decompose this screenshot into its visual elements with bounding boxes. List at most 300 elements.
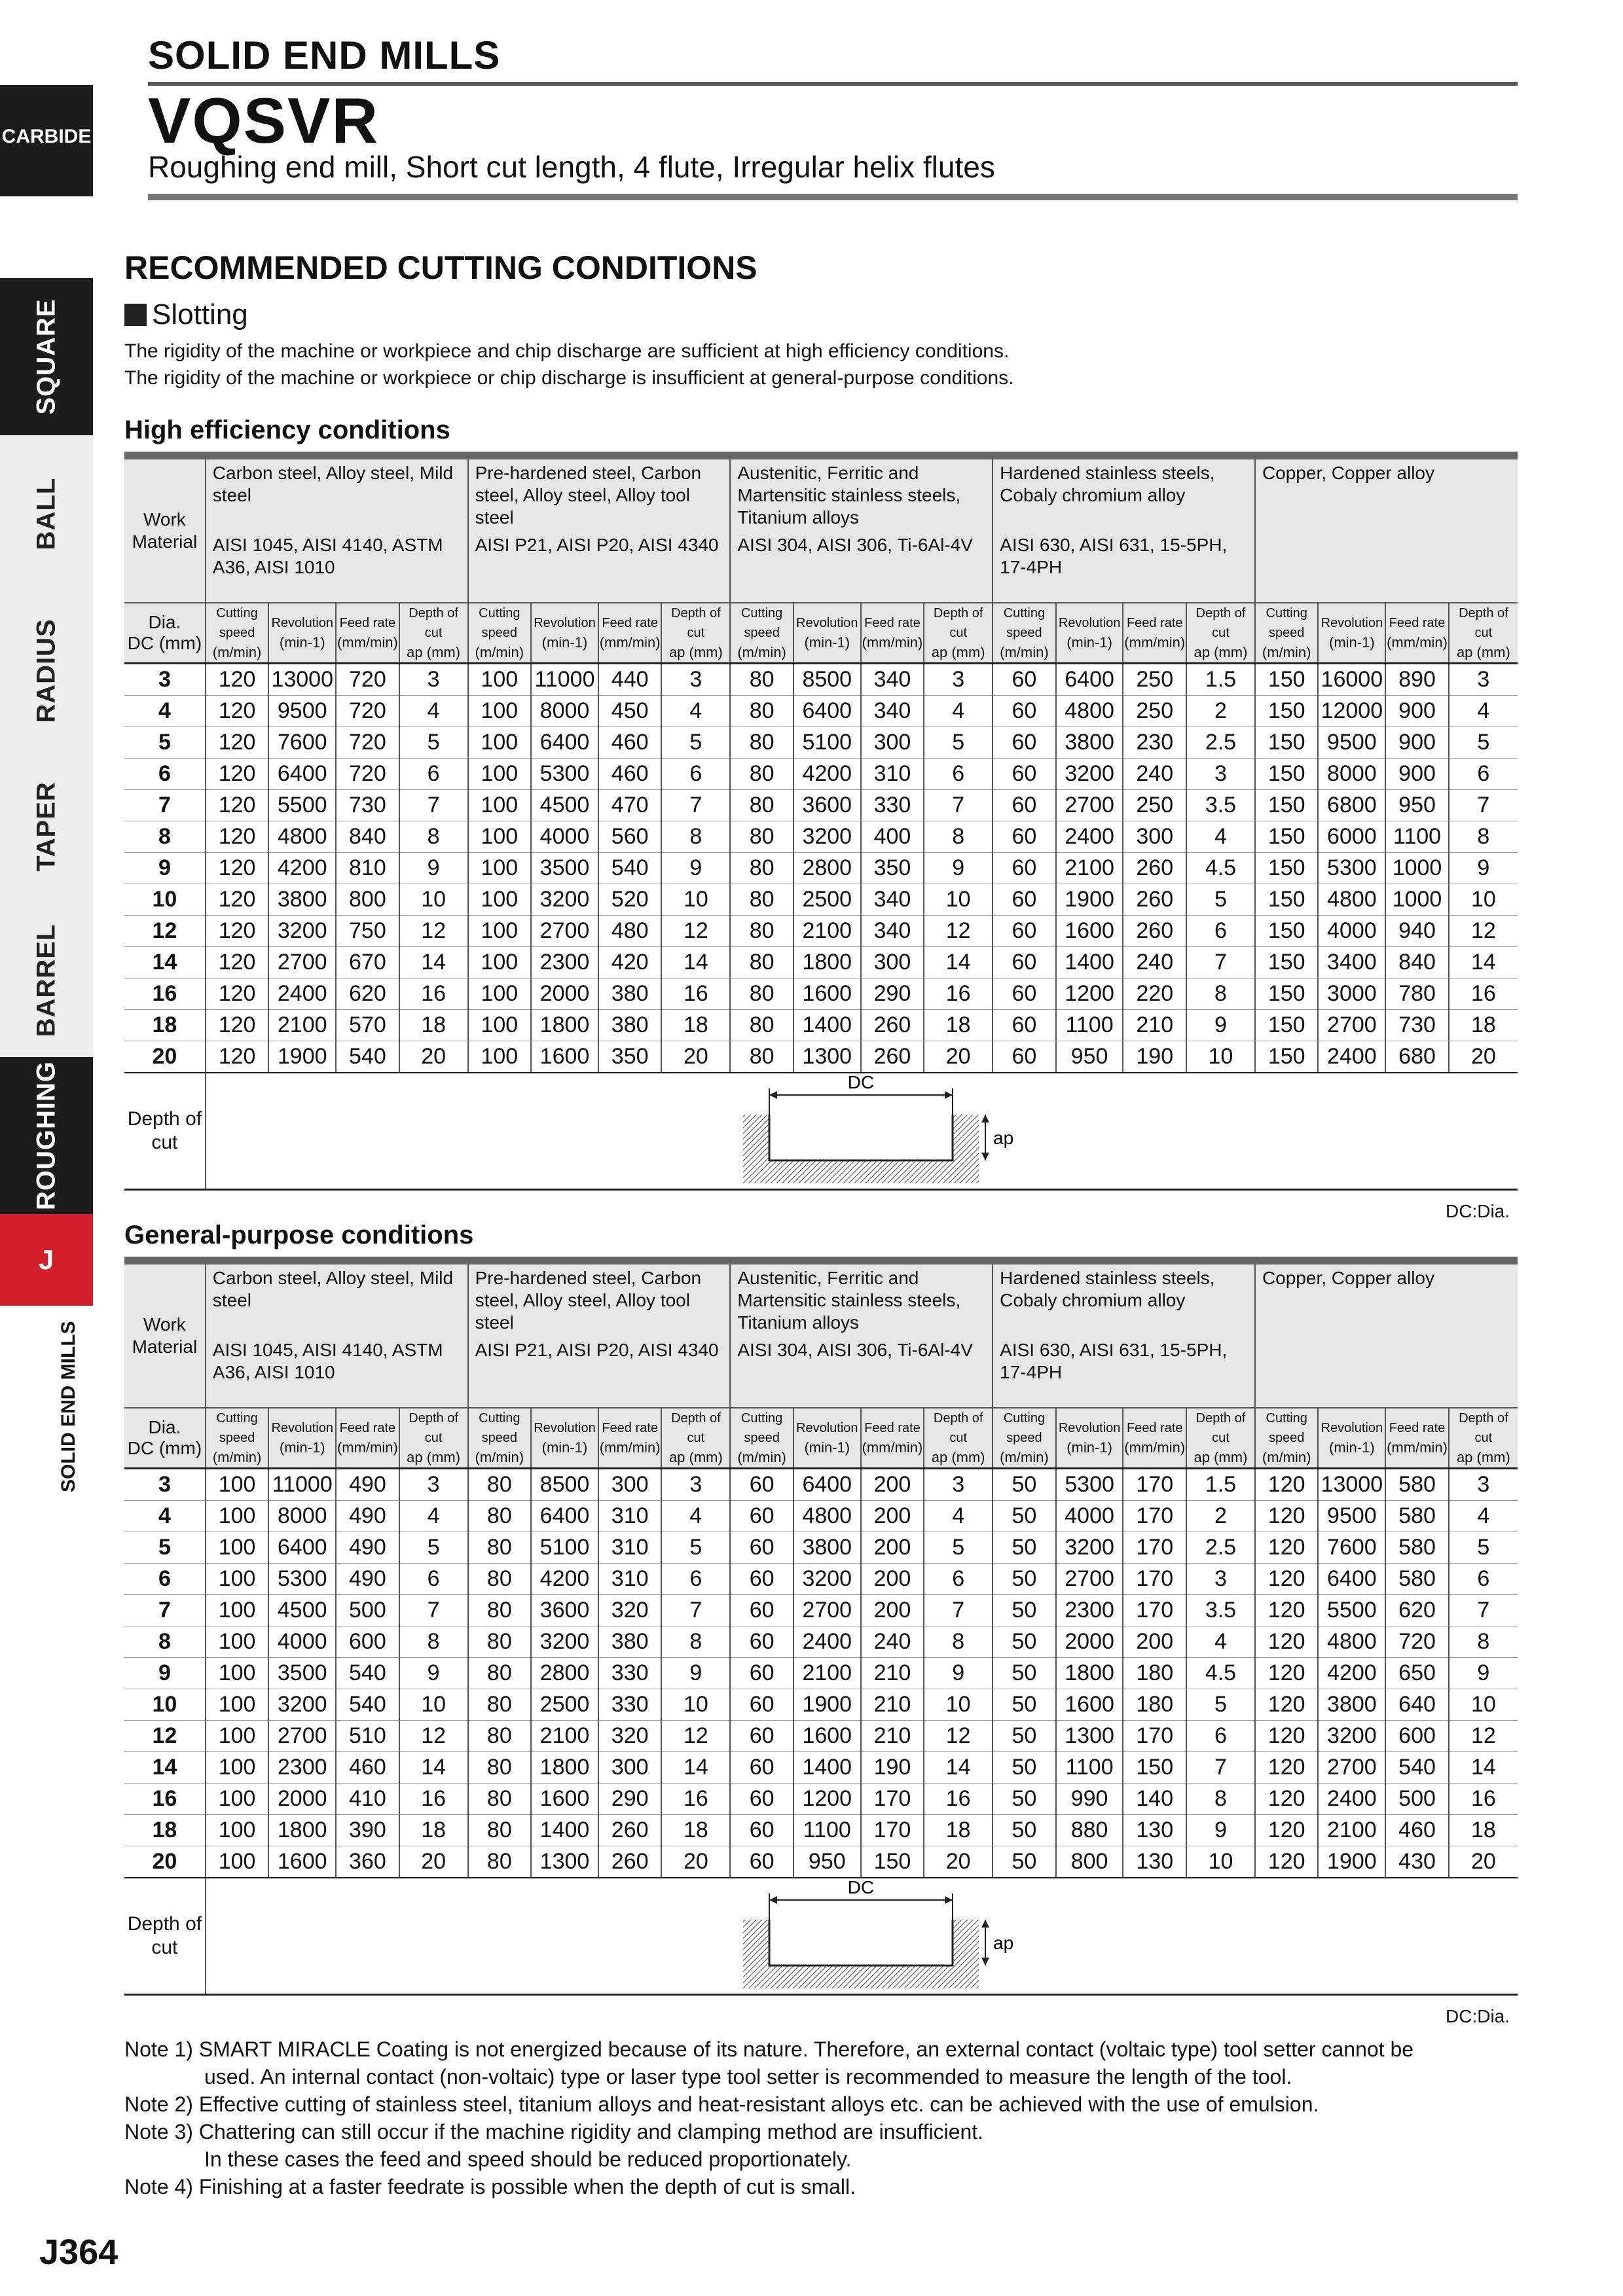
value-cell: 3800 bbox=[1318, 1689, 1385, 1721]
value-cell: 10 bbox=[924, 1689, 993, 1721]
workpiece-hatch bbox=[743, 1115, 979, 1183]
table-row bbox=[124, 1595, 1518, 1626]
value-cell: 230 bbox=[1123, 727, 1186, 759]
value-cell: 8000 bbox=[268, 1501, 336, 1532]
value-cell: 2500 bbox=[793, 884, 861, 916]
value-cell: 6400 bbox=[793, 1469, 861, 1501]
value-cell: 11000 bbox=[268, 1469, 336, 1501]
value-cell: 1600 bbox=[531, 1784, 598, 1815]
param-header bbox=[793, 1408, 861, 1469]
param-header bbox=[793, 603, 861, 664]
value-cell: 260 bbox=[598, 1846, 662, 1878]
value-cell: 260 bbox=[1123, 916, 1186, 947]
value-cell: 80 bbox=[730, 821, 793, 853]
param-header bbox=[268, 1408, 336, 1469]
value-cell: 290 bbox=[861, 978, 924, 1010]
slot-depth-diagram bbox=[206, 1075, 1521, 1187]
value-cell: 2700 bbox=[1318, 1010, 1385, 1041]
table-row bbox=[124, 947, 1518, 978]
value-cell: 20 bbox=[924, 1041, 993, 1073]
value-cell: 1200 bbox=[1056, 978, 1123, 1010]
value-cell: 4 bbox=[924, 1501, 993, 1532]
value-cell: 14 bbox=[661, 947, 730, 978]
material-cell bbox=[206, 459, 468, 603]
value-cell: 400 bbox=[861, 821, 924, 853]
value-cell: 5 bbox=[399, 727, 468, 759]
tab-section-letter[interactable] bbox=[0, 1214, 93, 1308]
value-cell: 20 bbox=[1449, 1041, 1518, 1073]
param-label: Depth of cut bbox=[1195, 606, 1246, 640]
value-cell: 3200 bbox=[531, 884, 598, 916]
diagram-ap-label: ap bbox=[993, 1128, 1013, 1148]
value-cell: 3200 bbox=[1056, 759, 1123, 790]
param-header bbox=[730, 603, 793, 664]
value-cell: 60 bbox=[993, 664, 1056, 696]
param-label: Depth of cut bbox=[1459, 606, 1508, 640]
value-cell: 60 bbox=[993, 947, 1056, 978]
note-1-cont: used. An internal contact (non-voltaic) type or laser type tool setter is recommended to measure the length of the tool. bbox=[204, 2065, 1292, 2089]
value-cell: 6400 bbox=[531, 1501, 598, 1532]
value-cell: 3 bbox=[924, 664, 993, 696]
value-cell: 2400 bbox=[1056, 821, 1123, 853]
value-cell: 120 bbox=[1255, 1846, 1319, 1878]
value-cell: 1300 bbox=[1056, 1721, 1123, 1752]
value-cell: 80 bbox=[730, 978, 793, 1010]
value-cell: 18 bbox=[1449, 1010, 1518, 1041]
param-header bbox=[268, 603, 336, 664]
table-row bbox=[124, 1626, 1518, 1658]
value-cell: 4500 bbox=[531, 790, 598, 821]
value-cell: 3 bbox=[661, 1469, 730, 1501]
value-cell: 5500 bbox=[268, 790, 336, 821]
value-cell: 120 bbox=[1255, 1469, 1319, 1501]
param-unit: (min-1) bbox=[1067, 634, 1112, 651]
value-cell: 1800 bbox=[268, 1815, 336, 1846]
value-cell: 9 bbox=[399, 853, 468, 884]
value-cell: 10 bbox=[1449, 1689, 1518, 1721]
tab-label: SQUARE bbox=[31, 298, 61, 415]
value-cell: 450 bbox=[598, 696, 662, 727]
param-unit: ap (mm) bbox=[668, 1449, 723, 1465]
material-name: Pre-hardened steel, Carbon steel, Alloy steel, Alloy tool steel bbox=[475, 463, 702, 528]
tab-roughing[interactable] bbox=[0, 1057, 93, 1217]
value-cell: 1600 bbox=[268, 1846, 336, 1878]
value-cell: 4800 bbox=[1318, 1626, 1385, 1658]
param-unit: (m/min) bbox=[212, 644, 262, 660]
value-cell: 10 bbox=[1449, 884, 1518, 916]
param-header bbox=[1123, 603, 1186, 664]
value-cell: 60 bbox=[993, 884, 1056, 916]
value-cell: 460 bbox=[1385, 1815, 1449, 1846]
material-cell bbox=[993, 459, 1255, 603]
value-cell: 190 bbox=[1123, 1041, 1186, 1073]
value-cell: 80 bbox=[468, 1784, 532, 1815]
value-cell: 4.5 bbox=[1186, 1658, 1255, 1689]
value-cell: 810 bbox=[336, 853, 399, 884]
param-label: Depth of cut bbox=[409, 606, 458, 640]
value-cell: 100 bbox=[468, 916, 532, 947]
value-cell: 3 bbox=[1186, 1564, 1255, 1595]
value-cell: 80 bbox=[468, 1564, 532, 1595]
value-cell: 60 bbox=[730, 1501, 793, 1532]
value-cell: 2100 bbox=[793, 916, 861, 947]
value-cell: 3200 bbox=[1056, 1532, 1123, 1564]
value-cell: 170 bbox=[1123, 1564, 1186, 1595]
value-cell: 7 bbox=[924, 790, 993, 821]
table-row bbox=[124, 1010, 1518, 1041]
dia-header bbox=[124, 1408, 206, 1469]
value-cell: 1600 bbox=[793, 1721, 861, 1752]
value-cell: 310 bbox=[598, 1501, 662, 1532]
value-cell: 150 bbox=[861, 1846, 924, 1878]
param-header bbox=[1255, 603, 1319, 664]
value-cell: 150 bbox=[1255, 790, 1319, 821]
value-cell: 20 bbox=[399, 1846, 468, 1878]
value-cell: 4200 bbox=[1318, 1658, 1385, 1689]
value-cell: 50 bbox=[993, 1532, 1056, 1564]
value-cell: 500 bbox=[336, 1595, 399, 1626]
value-cell: 16 bbox=[399, 978, 468, 1010]
value-cell: 12 bbox=[399, 916, 468, 947]
diagram-dc-label: DC bbox=[847, 1880, 875, 1897]
value-cell: 180 bbox=[1123, 1689, 1186, 1721]
material-grades: AISI P21, AISI P20, AISI 4340 bbox=[475, 535, 719, 555]
depth-of-cut-label: Depth of cut bbox=[124, 1073, 206, 1190]
value-cell: 80 bbox=[730, 1041, 793, 1073]
value-cell: 1000 bbox=[1385, 884, 1449, 916]
value-cell: 1100 bbox=[1056, 1752, 1123, 1784]
tab-ball[interactable] bbox=[0, 435, 93, 595]
dia-cell: 18 bbox=[124, 1815, 206, 1846]
value-cell: 750 bbox=[336, 916, 399, 947]
value-cell: 1300 bbox=[793, 1041, 861, 1073]
material-grades: AISI P21, AISI P20, AISI 4340 bbox=[475, 1340, 719, 1360]
condition-line-2: The rigidity of the machine or workpiece or chip discharge is insufficient at general-purpose conditions. bbox=[124, 367, 1014, 389]
value-cell: 540 bbox=[598, 853, 662, 884]
value-cell: 3600 bbox=[531, 1595, 598, 1626]
table-row bbox=[124, 821, 1518, 853]
value-cell: 8 bbox=[399, 1626, 468, 1658]
section-title: RECOMMENDED CUTTING CONDITIONS bbox=[124, 249, 757, 286]
param-header bbox=[468, 603, 532, 664]
value-cell: 16000 bbox=[1318, 664, 1385, 696]
param-header bbox=[924, 603, 993, 664]
value-cell: 150 bbox=[1255, 978, 1319, 1010]
value-cell: 100 bbox=[206, 1815, 269, 1846]
value-cell: 380 bbox=[598, 978, 662, 1010]
value-cell: 7600 bbox=[268, 727, 336, 759]
value-cell: 1200 bbox=[793, 1784, 861, 1815]
value-cell: 2300 bbox=[268, 1752, 336, 1784]
workpiece-hatch bbox=[743, 1920, 979, 1988]
value-cell: 9 bbox=[1449, 853, 1518, 884]
material-cell bbox=[1255, 1265, 1518, 1408]
value-cell: 840 bbox=[1385, 947, 1449, 978]
value-cell: 4 bbox=[661, 696, 730, 727]
param-header bbox=[924, 1408, 993, 1469]
dia-cell: 9 bbox=[124, 853, 206, 884]
param-label: Feed rate bbox=[1389, 616, 1446, 630]
dc-unit-label: DC (mm) bbox=[127, 1438, 202, 1458]
value-cell: 60 bbox=[993, 696, 1056, 727]
value-cell: 150 bbox=[1255, 947, 1319, 978]
value-cell: 18 bbox=[924, 1010, 993, 1041]
tab-taper[interactable] bbox=[0, 749, 93, 906]
table-top-rule bbox=[124, 1257, 1518, 1265]
param-unit: (mm/min) bbox=[599, 634, 661, 651]
param-unit: (min-1) bbox=[804, 1439, 850, 1456]
value-cell: 1300 bbox=[531, 1846, 598, 1878]
param-label: Depth of cut bbox=[933, 606, 983, 640]
value-cell: 12 bbox=[924, 916, 993, 947]
param-header bbox=[336, 603, 399, 664]
value-cell: 50 bbox=[993, 1752, 1056, 1784]
catalog-category: SOLID END MILLS bbox=[148, 33, 501, 77]
value-cell: 6 bbox=[399, 1564, 468, 1595]
tab-square[interactable] bbox=[0, 278, 93, 438]
value-cell: 3000 bbox=[1318, 978, 1385, 1010]
value-cell: 1800 bbox=[793, 947, 861, 978]
param-unit: (m/min) bbox=[1000, 644, 1049, 660]
value-cell: 3 bbox=[399, 664, 468, 696]
value-cell: 3 bbox=[1449, 664, 1518, 696]
value-cell: 120 bbox=[206, 790, 269, 821]
param-header bbox=[1056, 1408, 1123, 1469]
dia-cell: 8 bbox=[124, 821, 206, 853]
value-cell: 440 bbox=[598, 664, 662, 696]
value-cell: 150 bbox=[1123, 1752, 1186, 1784]
value-cell: 3800 bbox=[268, 884, 336, 916]
param-unit: (m/min) bbox=[1262, 644, 1311, 660]
value-cell: 510 bbox=[336, 1721, 399, 1752]
general-purpose-title: General-purpose conditions bbox=[124, 1221, 474, 1249]
value-cell: 60 bbox=[993, 916, 1056, 947]
value-cell: 1100 bbox=[1385, 821, 1449, 853]
value-cell: 100 bbox=[206, 1784, 269, 1815]
tab-barrel[interactable] bbox=[0, 903, 93, 1060]
value-cell: 2700 bbox=[268, 947, 336, 978]
value-cell: 50 bbox=[993, 1846, 1056, 1878]
param-label: Feed rate bbox=[864, 616, 921, 630]
value-cell: 1600 bbox=[1056, 916, 1123, 947]
value-cell: 580 bbox=[1385, 1501, 1449, 1532]
tab-label: BALL bbox=[31, 477, 61, 550]
value-cell: 50 bbox=[993, 1595, 1056, 1626]
value-cell: 120 bbox=[1255, 1815, 1319, 1846]
tab-radius[interactable] bbox=[0, 592, 93, 752]
value-cell: 16 bbox=[399, 1784, 468, 1815]
value-cell: 880 bbox=[1056, 1815, 1123, 1846]
value-cell: 80 bbox=[468, 1658, 532, 1689]
value-cell: 16 bbox=[1449, 978, 1518, 1010]
depth-of-cut-diagram-cell bbox=[206, 1878, 1518, 1995]
value-cell: 2100 bbox=[531, 1721, 598, 1752]
value-cell: 4000 bbox=[531, 821, 598, 853]
value-cell: 460 bbox=[598, 727, 662, 759]
param-unit: ap (mm) bbox=[1456, 1449, 1510, 1465]
value-cell: 2 bbox=[1186, 1501, 1255, 1532]
value-cell: 80 bbox=[468, 1721, 532, 1752]
value-cell: 9 bbox=[924, 853, 993, 884]
value-cell: 190 bbox=[861, 1752, 924, 1784]
value-cell: 330 bbox=[598, 1658, 662, 1689]
value-cell: 60 bbox=[730, 1564, 793, 1595]
value-cell: 12 bbox=[924, 1721, 993, 1752]
value-cell: 1400 bbox=[793, 1010, 861, 1041]
param-unit: (m/min) bbox=[737, 1449, 786, 1465]
depth-of-cut-diagram-cell bbox=[206, 1073, 1518, 1190]
value-cell: 3200 bbox=[268, 916, 336, 947]
value-cell: 80 bbox=[468, 1846, 532, 1878]
table-row bbox=[124, 853, 1518, 884]
value-cell: 540 bbox=[336, 1689, 399, 1721]
value-cell: 200 bbox=[861, 1595, 924, 1626]
value-cell: 2000 bbox=[531, 978, 598, 1010]
value-cell: 470 bbox=[598, 790, 662, 821]
value-cell: 50 bbox=[993, 1501, 1056, 1532]
param-label: Cutting speed bbox=[1003, 1411, 1046, 1445]
value-cell: 150 bbox=[1255, 916, 1319, 947]
value-cell: 12 bbox=[661, 916, 730, 947]
value-cell: 3200 bbox=[268, 1689, 336, 1721]
value-cell: 2400 bbox=[1318, 1784, 1385, 1815]
value-cell: 50 bbox=[993, 1626, 1056, 1658]
value-cell: 6 bbox=[1449, 759, 1518, 790]
value-cell: 150 bbox=[1255, 821, 1319, 853]
value-cell: 18 bbox=[661, 1815, 730, 1846]
param-header bbox=[1123, 1408, 1186, 1469]
value-cell: 1900 bbox=[793, 1689, 861, 1721]
value-cell: 80 bbox=[730, 696, 793, 727]
value-cell: 1800 bbox=[1056, 1658, 1123, 1689]
dc-note: DC:Dia. bbox=[1446, 2006, 1510, 2026]
param-unit: (mm/min) bbox=[1387, 634, 1448, 651]
slotting-title bbox=[124, 298, 248, 331]
diagram-ap-label: ap bbox=[993, 1933, 1013, 1953]
table-row bbox=[124, 916, 1518, 947]
value-cell: 120 bbox=[1255, 1501, 1319, 1532]
table-row bbox=[124, 1815, 1518, 1846]
value-cell: 5300 bbox=[1318, 853, 1385, 884]
material-name: Copper, Copper alloy bbox=[1262, 463, 1434, 483]
value-cell: 120 bbox=[206, 853, 269, 884]
value-cell: 260 bbox=[598, 1815, 662, 1846]
value-cell: 100 bbox=[468, 696, 532, 727]
value-cell: 7 bbox=[924, 1595, 993, 1626]
value-cell: 7 bbox=[1186, 1752, 1255, 1784]
value-cell: 10 bbox=[399, 884, 468, 916]
product-description: Roughing end mill, Short cut length, 4 flute, Irregular helix flutes bbox=[148, 150, 995, 184]
value-cell: 490 bbox=[336, 1501, 399, 1532]
dia-cell: 10 bbox=[124, 1689, 206, 1721]
value-cell: 120 bbox=[1255, 1784, 1319, 1815]
param-unit: ap (mm) bbox=[1194, 644, 1248, 660]
param-header bbox=[531, 603, 598, 664]
value-cell: 150 bbox=[1255, 664, 1319, 696]
value-cell: 100 bbox=[206, 1689, 269, 1721]
value-cell: 100 bbox=[468, 790, 532, 821]
value-cell: 570 bbox=[336, 1010, 399, 1041]
value-cell: 120 bbox=[1255, 1595, 1319, 1626]
value-cell: 150 bbox=[1255, 696, 1319, 727]
param-unit: (min-1) bbox=[1329, 1439, 1375, 1456]
value-cell: 720 bbox=[1385, 1626, 1449, 1658]
value-cell: 6400 bbox=[1318, 1564, 1385, 1595]
param-label: Revolution bbox=[1058, 616, 1121, 630]
param-label: Feed rate bbox=[602, 1421, 658, 1435]
dia-cell: 10 bbox=[124, 884, 206, 916]
param-header bbox=[1385, 1408, 1449, 1469]
param-header bbox=[206, 603, 269, 664]
value-cell: 120 bbox=[1255, 1689, 1319, 1721]
param-label: Revolution bbox=[796, 616, 858, 630]
value-cell: 300 bbox=[598, 1752, 662, 1784]
param-label: Revolution bbox=[1321, 1421, 1383, 1435]
value-cell: 8 bbox=[399, 821, 468, 853]
material-cell bbox=[468, 459, 731, 603]
value-cell: 10 bbox=[1186, 1846, 1255, 1878]
value-cell: 80 bbox=[730, 853, 793, 884]
tab-letter: J bbox=[38, 1244, 55, 1275]
dia-cell: 20 bbox=[124, 1041, 206, 1073]
value-cell: 5 bbox=[924, 727, 993, 759]
value-cell: 100 bbox=[468, 853, 532, 884]
value-cell: 120 bbox=[206, 727, 269, 759]
value-cell: 100 bbox=[468, 978, 532, 1010]
value-cell: 5 bbox=[661, 727, 730, 759]
value-cell: 50 bbox=[993, 1469, 1056, 1501]
value-cell: 5500 bbox=[1318, 1595, 1385, 1626]
value-cell: 150 bbox=[1255, 759, 1319, 790]
value-cell: 14 bbox=[399, 1752, 468, 1784]
value-cell: 5300 bbox=[1056, 1469, 1123, 1501]
value-cell: 290 bbox=[598, 1784, 662, 1815]
value-cell: 60 bbox=[730, 1532, 793, 1564]
table-top-rule bbox=[124, 452, 1518, 459]
param-label: Cutting speed bbox=[216, 1411, 258, 1445]
dia-cell: 8 bbox=[124, 1626, 206, 1658]
value-cell: 4 bbox=[399, 696, 468, 727]
value-cell: 9 bbox=[924, 1658, 993, 1689]
value-cell: 80 bbox=[730, 884, 793, 916]
value-cell: 5100 bbox=[531, 1532, 598, 1564]
value-cell: 16 bbox=[924, 1784, 993, 1815]
value-cell: 180 bbox=[1123, 1658, 1186, 1689]
value-cell: 4 bbox=[1449, 696, 1518, 727]
param-label: Feed rate bbox=[602, 616, 658, 630]
value-cell: 120 bbox=[206, 947, 269, 978]
value-cell: 170 bbox=[861, 1815, 924, 1846]
tab-carbide[interactable] bbox=[0, 85, 93, 196]
value-cell: 60 bbox=[993, 727, 1056, 759]
param-header bbox=[861, 1408, 924, 1469]
value-cell: 9 bbox=[1186, 1815, 1255, 1846]
value-cell: 120 bbox=[206, 978, 269, 1010]
value-cell: 5 bbox=[399, 1532, 468, 1564]
value-cell: 3 bbox=[924, 1469, 993, 1501]
value-cell: 9500 bbox=[1318, 727, 1385, 759]
value-cell: 8500 bbox=[793, 664, 861, 696]
value-cell: 500 bbox=[1385, 1784, 1449, 1815]
value-cell: 170 bbox=[1123, 1595, 1186, 1626]
value-cell: 60 bbox=[730, 1658, 793, 1689]
value-cell: 4 bbox=[661, 1501, 730, 1532]
dia-cell: 14 bbox=[124, 1752, 206, 1784]
table-row bbox=[124, 1752, 1518, 1784]
page-number: J364 bbox=[39, 2233, 119, 2272]
dia-cell: 5 bbox=[124, 727, 206, 759]
value-cell: 7 bbox=[661, 1595, 730, 1626]
